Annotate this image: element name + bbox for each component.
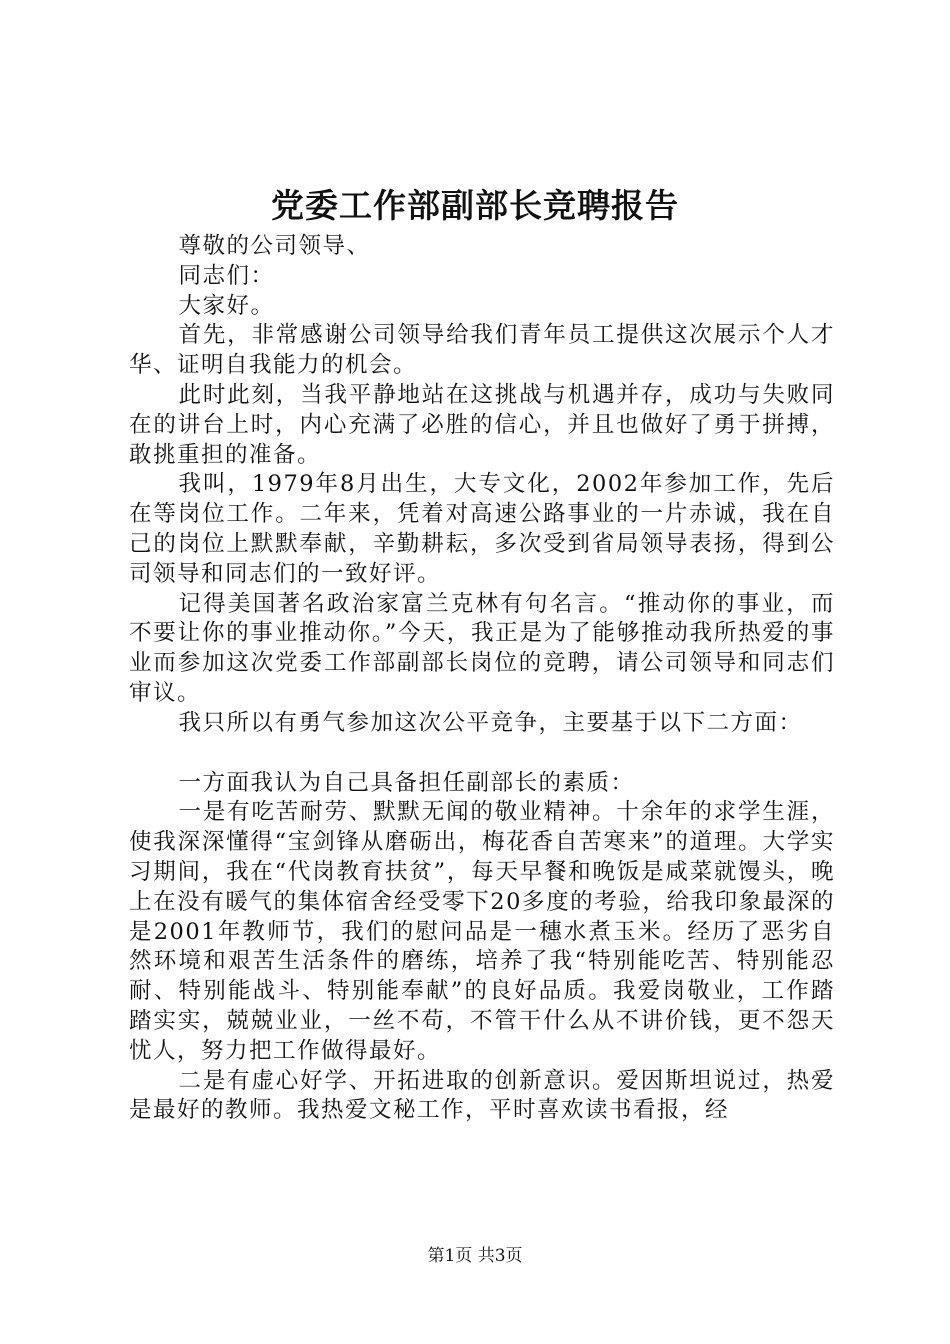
paragraph-dedication: 一是有吃苦耐劳、默默无闻的敬业精神。十余年的求学生涯，使我深深懂得“宝剑锋从磨砺出，梅花香自苦寒来”的道理。大学实习期间，我在“代岗教育扶贫”，每天早餐和晚饭是咸菜就馒头，晚上在没有暖气的集体宿舍经受零下20多度的考验，给我印象最深的是2001年教师节，我们的慰问品是一穗水煮玉米。经历了恶劣自然环境和艰苦生活条件的磨练，培养了我“特别能吃苦、特别能忍耐、特别能战斗、特别能奉献”的良好品质。我爱岗敬业，工作踏踏实实，兢兢业业，一丝不苟，不管干什么从不讲价钱，更不怨天忧人，努力把工作做得最好。 <box>129 799 835 1064</box>
paragraph-thanks: 首先，非常感谢公司领导给我们青年员工提供这次展示个人才华、证明自我能力的机会。 <box>129 322 835 379</box>
document-title: 党委工作部副部长竞聘报告 <box>271 186 679 225</box>
paragraph-salutation-2: 同志们： <box>178 262 275 289</box>
paragraph-innovation: 二是有虚心好学、开拓进取的创新意识。爱因斯坦说过，热爱是最好的教师。我热爱文秘工作，平时喜欢读书看报，经 <box>129 1067 835 1124</box>
paragraph-confidence: 此时此刻，当我平静地站在这挑战与机遇并存，成功与失败同在的讲台上时，内心充满了必胜的信心，并且也做好了勇于拼搏，敢挑重担的准备。 <box>129 381 835 468</box>
document-body <box>129 232 835 1126</box>
paragraph-quote: 记得美国著名政治家富兰克林有句名言。“推动你的事业，而不要让你的事业推动你。”今天，我正是为了能够推动我所热爱的事业而参加这次党委工作部副部长岗位的竞聘，请公司领导和同志们审议。 <box>129 590 835 706</box>
paragraph-introduction: 我叫，1979年8月出生，大专文化，2002年参加工作，先后在等岗位工作。二年来，凭着对高速公路事业的一片赤诚，我在自己的岗位上默默奉献，辛勤耕耘，多次受到省局领导表扬，得到公司领导和同志们的一致好评。 <box>129 471 835 587</box>
paragraph-greeting: 大家好。 <box>178 292 275 319</box>
page-number-footer: 第1页 共3页 <box>427 1246 523 1266</box>
paragraph-salutation-1: 尊敬的公司领导、 <box>178 233 371 259</box>
paragraph-reasons-lead: 我只所以有勇气参加这次公平竞争，主要基于以下二方面： <box>178 709 803 736</box>
paragraph-first-aspect: 一方面我认为自己具备担任副部长的素质： <box>178 769 635 796</box>
